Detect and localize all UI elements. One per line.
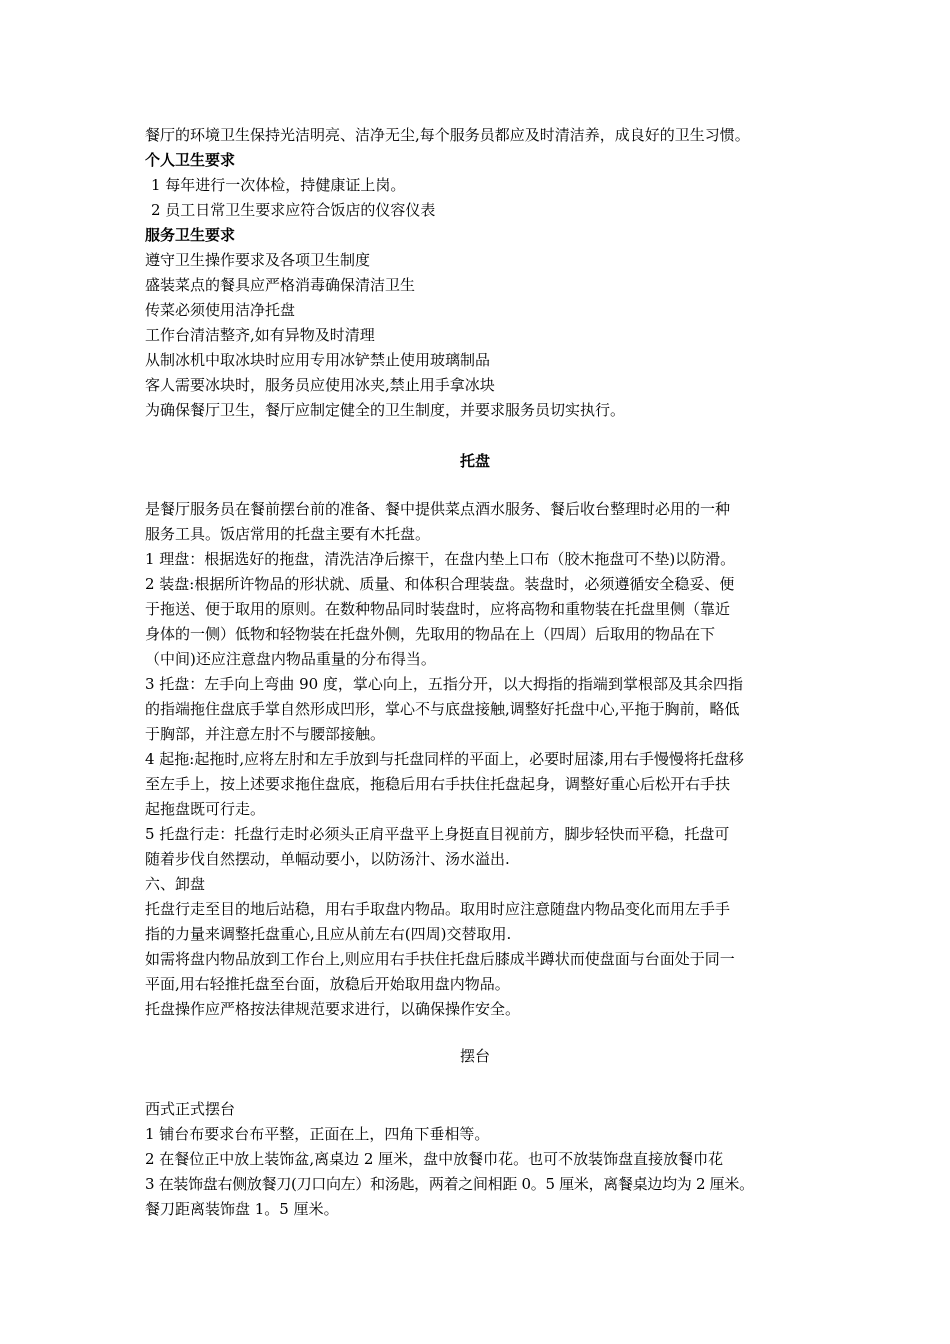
tray-line: 身体的一侧）低物和轻物装在托盘外侧，先取用的物品在上（四周）后取用的物品在下: [145, 625, 716, 643]
tray-line: 托盘行走至目的地后站稳，用右手取盘内物品。取用时应注意随盘内物品变化而用左手手: [145, 900, 731, 918]
tray-line: 4 起拖:起拖时,应将左肘和左手放到与托盘同样的平面上，必要时屈漆,用右手慢慢将托盘移: [145, 750, 744, 768]
setting-line: 3 在装饰盘右侧放餐刀(刀口向左）和汤匙，两着之间相距 0。5 厘米，离餐桌边均为 2 厘米。: [145, 1175, 754, 1193]
table-setting-section: [145, 1097, 835, 1222]
personal-hygiene-heading: 个人卫生要求: [145, 151, 236, 169]
tray-line: 的指端拖住盘底手掌自然形成凹形，掌心不与底盘接触,调整好托盘中心,平拖于胸前，略低: [145, 700, 740, 718]
tray-line: 起拖盘既可行走。: [145, 800, 266, 818]
tray-line: 1 理盘：根据选好的拖盘，清洗洁净后擦干，在盘内垫上口布（胶木拖盘可不垫)以防滑。: [145, 550, 736, 568]
personal-item: 2 员工日常卫生要求应符合饭店的仪容仪表: [151, 201, 436, 219]
tray-section: [145, 497, 825, 1022]
tray-line: 平面,用右轻推托盘至台面，放稳后开始取用盘内物品。: [145, 975, 510, 993]
setting-line: 西式正式摆台: [145, 1100, 236, 1118]
tray-line: 随着步伐自然摆动，单幅动要小，以防汤汁、汤水溢出.: [145, 850, 510, 868]
tray-line: 如需将盘内物品放到工作台上,则应用右手扶住托盘后膝成半蹲状而使盘面与台面处于同一: [145, 950, 735, 968]
tray-line: 于胸部，并注意左肘不与腰部接触。: [145, 725, 386, 743]
tray-line: 2 装盘:根据所许物品的形状就、质量、和体积合理装盘。装盘时，必须遵循安全稳妥、便: [145, 575, 735, 593]
service-item: 为确保餐厅卫生，餐厅应制定健全的卫生制度，并要求服务员切实执行。: [145, 401, 626, 419]
tray-line: 托盘操作应严格按法律规范要求进行，以确保操作安全。: [145, 1000, 521, 1018]
tray-line: 至左手上，按上述要求拖住盘底，拖稳后用右手扶住托盘起身，调整好重心后松开右手扶: [145, 775, 731, 793]
tray-line: 指的力量来调整托盘重心,且应从前左右(四周)交替取用.: [145, 925, 512, 943]
setting-line: 1 铺台布要求台布平整，正面在上，四角下垂相等。: [145, 1125, 490, 1143]
tray-section-title: 托盘: [459, 452, 490, 470]
service-item: 遵守卫生操作要求及各项卫生制度: [145, 251, 371, 269]
table-setting-title: 摆台: [459, 1047, 490, 1065]
tray-line: 六、卸盘: [145, 875, 206, 893]
tray-line: （中间)还应注意盘内物品重量的分布得当。: [145, 650, 436, 668]
setting-line: 餐刀距离装饰盘 1。5 厘米。: [145, 1200, 339, 1218]
setting-line: 2 在餐位正中放上装饰盆,离桌边 2 厘米，盘中放餐巾花。也可不放装饰盘直接放餐巾花: [145, 1150, 724, 1168]
hygiene-section: [145, 123, 825, 423]
service-hygiene-heading: 服务卫生要求: [145, 226, 236, 244]
tray-line: 是餐厅服务员在餐前摆台前的准备、餐中提供菜点酒水服务、餐后收台整理时必用的一种: [145, 500, 731, 518]
service-item: 盛装菜点的餐具应严格消毒确保清洁卫生: [145, 276, 416, 294]
tray-line: 服务工具。饭店常用的托盘主要有木托盘。: [145, 525, 431, 543]
service-item: 传菜必须使用洁净托盘: [145, 301, 296, 319]
personal-item: 1 每年进行一次体检，持健康证上岗。: [151, 176, 406, 194]
service-item: 从制冰机中取冰块时应用专用冰铲禁止使用玻璃制品: [145, 351, 491, 369]
service-item: 客人需要冰块时，服务员应使用冰夹,禁止用手拿冰块: [145, 376, 495, 394]
service-item: 工作台清洁整齐,如有异物及时清理: [145, 326, 375, 344]
hygiene-intro: 餐厅的环境卫生保持光洁明亮、洁净无尘,每个服务员都应及时清洁养，成良好的卫生习惯。: [145, 126, 750, 144]
tray-line: 3 托盘：左手向上弯曲 90 度，掌心向上，五指分开，以大拇指的指端到掌根部及其余四指: [145, 675, 743, 693]
tray-line: 于拖送、便于取用的原则。在数种物品同时装盘时，应将高物和重物装在托盘里侧（靠近: [145, 600, 731, 618]
tray-line: 5 托盘行走：托盘行走时必须头正肩平盘平上身挺直目视前方，脚步轻快而平稳，托盘可: [145, 825, 730, 843]
